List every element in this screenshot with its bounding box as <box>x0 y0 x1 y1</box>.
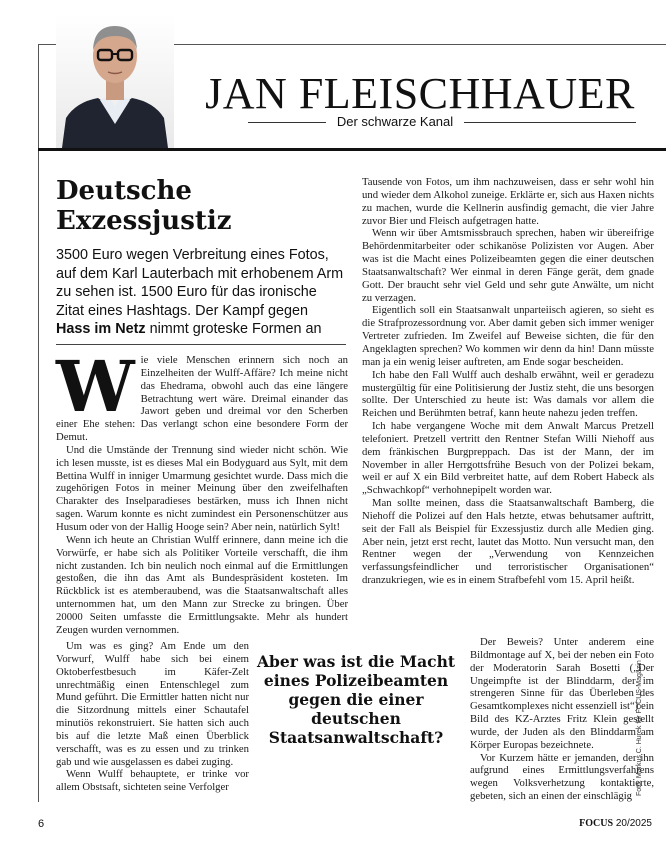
paragraph-10: Ich habe vergangene Woche mit dem Anwalt Marcus Pretzell telefoniert. Pretzell vertritt den Rentner Stefan Willi Niehoff aus dem fränkischen Burgpreppach. Das ist der Mann, der im November in aller Herrgottsfrühe Besuch von der Polizei bekam, weil er auf X ein Bild verbreitet hatte, auf dem Robert Habeck als „Schwachkopf“ verhohnepipelt worden war. <box>362 420 654 497</box>
paragraph-9: Ich habe den Fall Wulff auch deshalb erwähnt, weil er geradezu mustergültig für eine Politisierung der Justiz steht, die uns besorgen sollte. Der Unterschied zu heute ist: Was damals vor allem die Reichen und Berühmten betraf, kann heute nahezu jeden treffen. <box>362 368 654 420</box>
lead-end: nimmt groteske Formen an <box>145 321 322 337</box>
column-2-lower <box>470 636 654 803</box>
paragraph-3: Wenn ich heute an Christian Wulff erinnere, dann meine ich die Vorwürfe, er habe sich als Politiker Vorteile verschafft, die ihm nicht zustanden. Ich bin neulich noch einmal auf die Ermittlungen gestoßen, die ihn das Amt als Bundespräsident kosteten. Im Rückblick ist es atemberaubend, was die Staatsanwaltschaft alles unternommen hat, um den Mann zur Strecke zu bringen. Über 20000 Seiten umfasste die Ermittlungsakte. Mehr als hundert Zeugen wurden vernommen. <box>56 533 348 636</box>
paragraph-8: Eigentlich soll ein Staatsanwalt unparteiisch agieren, so sieht es die Strafprozessordnung vor. Aber damit geben sich immer weniger Vertreter zufrieden. Im Zweifel auf Beweise sichten, die für den Angeklagten sprechen? Wo kommen wir denn da hin! Dann müsste man ja ein wenig leiser auftreten, am Ende sogar bescheiden. <box>362 304 654 368</box>
article-lead <box>56 246 346 339</box>
header-rule <box>38 148 666 151</box>
author-rule-left <box>248 122 326 123</box>
portrait-image <box>56 14 174 148</box>
lead-text: 3500 Euro wegen Verbreitung eines Fotos, auf dem Karl Lauterbach mit erhobenem Arm zu sehen ist. 1500 Euro für das ironische Zitat eines Hashtags. Der Kampf gegen <box>56 247 344 319</box>
column-1-lower <box>56 640 249 794</box>
lead-bold: Hass im Netz <box>56 321 146 337</box>
paragraph-12: Der Beweis? Unter anderem eine Bildmontage auf X, bei der neben ein Foto der Moderatorin Sarah Bosetti („Der Ungeimpfte ist der Blinddarm, der im strengeren Sinne für das Überleben des Gesamtkomplexes nicht essenziell ist“) ein Bild des KZ-Arztes Fritz Klein gestellt wurde, der Juden als den Blinddarm am Körper Europas bezeichnete. <box>470 636 655 751</box>
paragraph-5: Wenn Wulff behauptete, er trinke vor allem Obstsaft, sichteten seine Verfolger <box>56 768 249 794</box>
paragraph-4: Um was es ging? Am Ende um den Vorwurf, Wulff habe sich bei einem Oktoberfestbesuch im Käfer-Zelt unrechtmäßig einen Entenschlegel zum Mund geführt. Die Ermittler hatten nicht nur die Sitzordnung mittels einer Schautafel minutiös rekonstruiert. Sie hatten sich auch bis auf die letzte Maß einen Überblick verschafft, was es zu essen und zu trinken gab und wie ausgelassen es dabei zuging. <box>56 640 249 768</box>
column-name: Der schwarze Kanal <box>336 114 454 129</box>
pull-quote: Aber was ist die Macht eines Polizeibeamten gegen die einer deutschen Staatsanwaltschaft? <box>256 652 456 747</box>
paragraph-2: Und die Umstände der Trennung sind wieder nicht schön. Wie ich lesen musste, ist es dieses Mal ein Bodyguard aus Sylt, mit dem Bettina Wulff in inniger Umarmung gesichtet wurde. Dass mich die zugehörigen Fotos in meiner Meinung über den zweifelhaften Charakter des Inselparadieses bestärken, muss ich Ihnen nicht sagen. Warum konnte es nicht zumindest ein Personenschützer aus Husum oder von der Hallig Hooge sein? Aber nein, natürlich Sylt! <box>56 443 348 533</box>
page-number: 6 <box>38 818 45 830</box>
author-rule-right <box>464 122 636 123</box>
photo-credit: Foto: Markus C. Hurek für FOCUS-Magazin <box>636 660 643 796</box>
column-2 <box>362 176 654 587</box>
paragraph-1: Wie viele Menschen erinnern sich noch an Einzelheiten der Wulff-Affäre? Ich meine nicht das Ehedrama, obwohl auch das eine längere Betrachtung wert wäre. Dreimal einander das Jawort geben und dreimal vor den Scherben einer Ehe stehen: Das verlangt schon eine besondere Form der Demut. <box>56 345 348 444</box>
paragraph-13: Vor Kurzem hätte er jemanden, der ihn aufgrund eines Ermittlungsverfahrens wegen Volksverhetzung kontaktierte, gebeten, sich an einen der einschlägig <box>470 751 654 803</box>
author-portrait <box>56 14 174 148</box>
issue-number: 20/2025 <box>615 818 652 829</box>
author-name: JAN FLEISCHHAUER <box>205 69 635 118</box>
article-headline: Deutsche Exzessjustiz <box>56 176 232 236</box>
paragraph-7: Wenn wir über Amtsmissbrauch sprechen, haben wir übereifrige Behördenmitarbeiter oder schikanöse Polizisten vor Augen. Aber was ist die Macht eines Polizeibeamten gegen die einer deutschen Staatsanwaltschaft? Wer einmal in deren Fänge gerät, dem gnade Gott. Der braucht sehr viel Geld und sehr gute Anwälte, um nicht zu verzagen. <box>362 227 654 304</box>
magazine-name: FOCUS <box>579 818 614 829</box>
drop-cap: W <box>56 345 135 428</box>
issue-label <box>579 818 652 829</box>
column-1 <box>56 345 348 637</box>
paragraph-11: Man sollte meinen, dass die Staatsanwaltschaft Bamberg, die Niehoff die Polizei auf den Hals hetzte, etwas behutsamer auftritt, seit der Fall als Beispiel für Exzessjustiz durch alle Medien ging. Aber nein, jetzt erst recht, lautet das Motto. Nun versucht man, den Rentner wegen der „Verwendung von Kennzeichen verfassungsfeindlicher und terroristischer Organisationen“ dranzukriegen, wie es in einem Strafbefehl vom 15. April heißt. <box>362 497 654 587</box>
paragraph-6: Tausende von Fotos, um ihm nachzuweisen, dass er sehr wohl hin und wieder dem Alkohol zuneige. Erklärte er, sich aus Haxen nichts zu machen, wurde die Kellnerin ausfindig gemacht, die vier Jahre zuvor Bier und Fleisch aufgetragen hatte. <box>362 176 654 227</box>
